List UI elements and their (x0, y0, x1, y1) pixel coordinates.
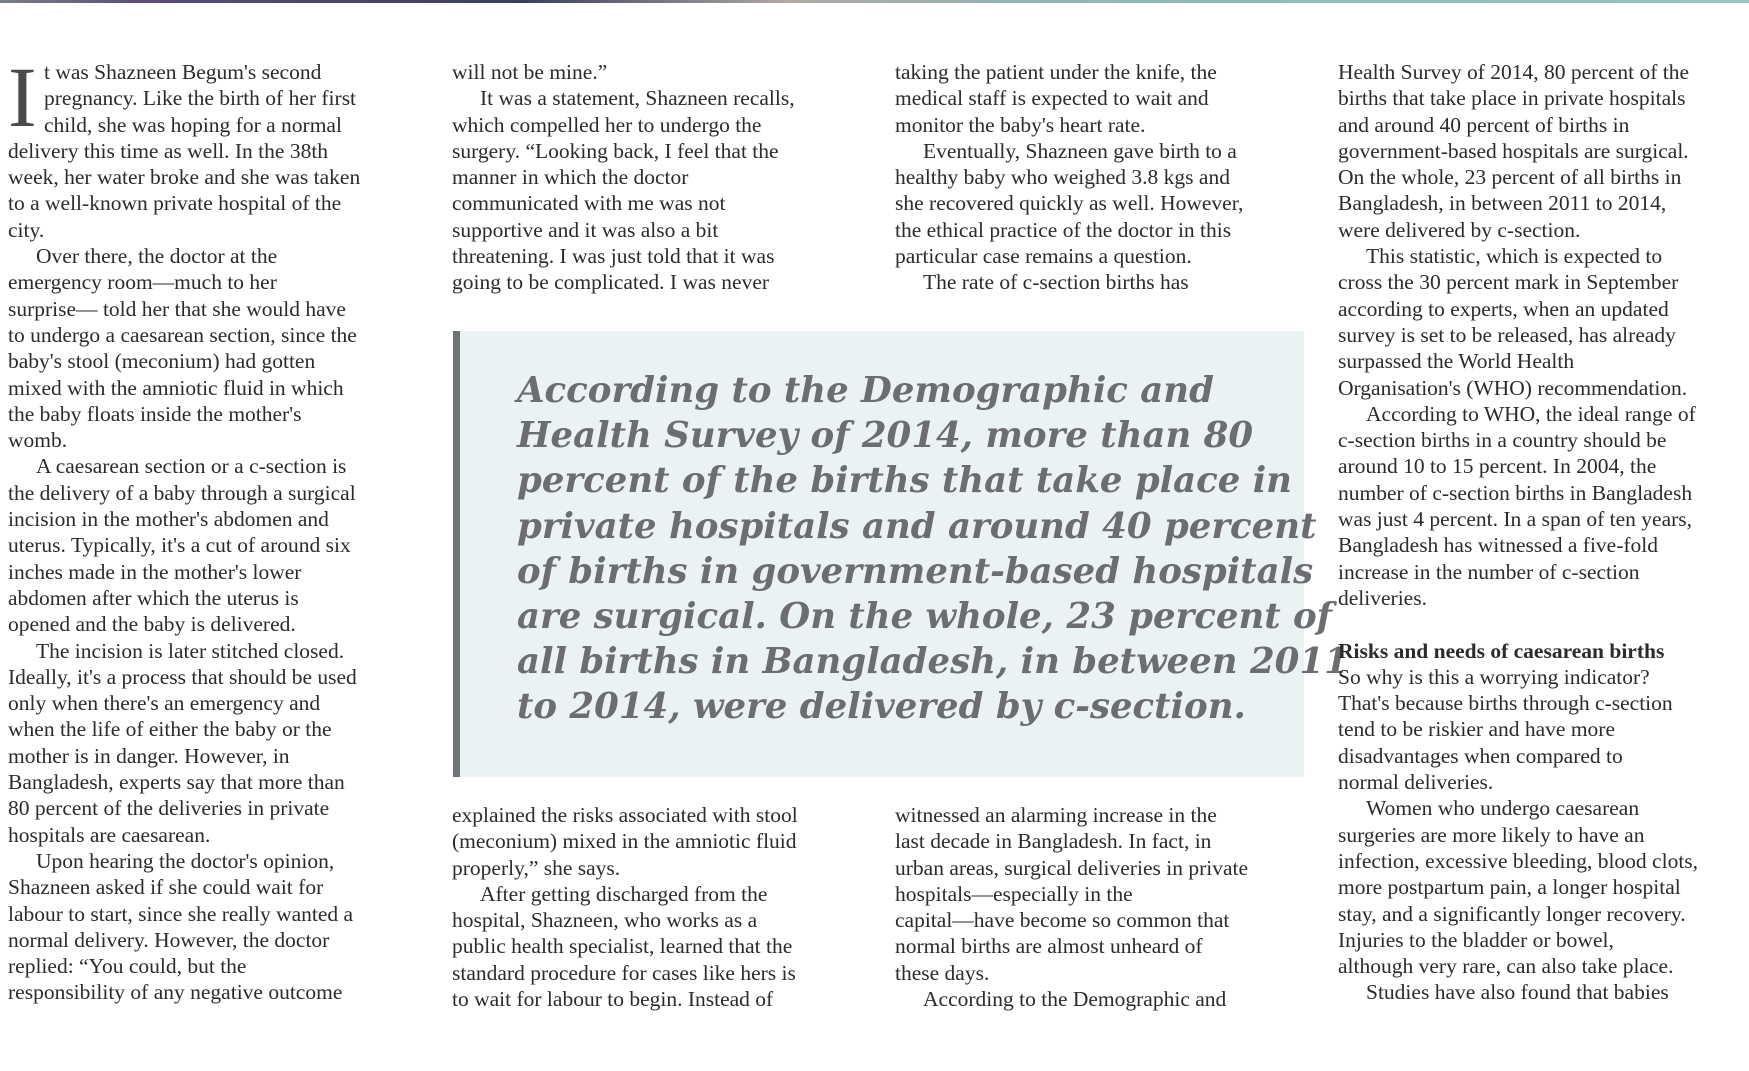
text-line: threatening. I was just told that it was (452, 244, 775, 269)
text-line: So why is this a worrying indicator? (1338, 664, 1650, 689)
text-line: On the whole, 23 percent of all births in (1338, 165, 1682, 190)
text-line: responsibility of any negative outcome (8, 980, 343, 1005)
dropcap-paragraph (8, 49, 438, 1006)
text-line: more postpartum pain, a longer hospital (1338, 875, 1681, 900)
text-line: Studies have also found that babies (1366, 980, 1669, 1005)
text-line: That's because births through c-section (1338, 691, 1673, 716)
text-line: going to be complicated. I was never (452, 270, 770, 295)
text-line: abdomen after which the uterus is (8, 585, 299, 610)
text-line: Bangladesh, experts say that more than (8, 770, 345, 795)
text-line: healthy baby who weighed 3.8 kgs and (895, 165, 1230, 190)
pull-quote-line: all births in Bangladesh, in between 2011 (517, 641, 1349, 683)
text-line: capital—have become so common that (895, 908, 1230, 933)
text-line: delivery this time as well. In the 38th (8, 138, 329, 163)
text-line: labour to start, since she really wanted a (8, 901, 354, 926)
text-line: Women who undergo caesarean (1366, 796, 1640, 821)
article-column-2-bottom (452, 802, 882, 1012)
text-line: Ideally, it's a process that should be used (8, 664, 357, 689)
text-line: womb. (8, 428, 68, 453)
text-line: survey is set to be released, has already (1338, 322, 1676, 347)
article-column-3-bottom (895, 802, 1325, 1012)
text-line: c-section births in a country should be (1338, 428, 1667, 453)
text-line: to wait for labour to begin. Instead of (452, 987, 774, 1012)
text-line: monitor the baby's heart rate. (895, 112, 1146, 137)
pull-quote-line: are surgical. On the whole, 23 percent of (517, 596, 1332, 638)
text-line: public health specialist, learned that the (452, 934, 793, 959)
text-line: last decade in Bangladesh. In fact, in (895, 829, 1212, 854)
text-line: emergency room—much to her (8, 270, 277, 295)
text-line: surgery. “Looking back, I feel that the (452, 138, 779, 163)
text-line: surpassed the World Health (1338, 349, 1575, 374)
text-line: the delivery of a baby through a surgical (8, 480, 356, 505)
text-line: hospital, Shazneen, who works as a (452, 908, 758, 933)
text-line: taking the patient under the knife, the (895, 60, 1217, 84)
drop-cap: I (8, 49, 37, 145)
text-line: urban areas, surgical deliveries in private (895, 855, 1249, 880)
text-line: Health Survey of 2014, 80 percent of the (1338, 60, 1690, 84)
pull-quote-text (517, 368, 1349, 730)
top-color-bar (0, 0, 1749, 3)
pull-quote-box (453, 331, 1349, 777)
text-line: deliveries. (1338, 585, 1427, 610)
text-line: medical staff is expected to wait and (895, 86, 1209, 111)
text-line: will not be mine.” (452, 60, 608, 84)
text-line: Eventually, Shazneen gave birth to a (923, 138, 1237, 163)
text-line: 80 percent of the deliveries in private (8, 796, 330, 821)
text-line: she recovered quickly as well. However, (895, 191, 1244, 216)
text-line: This statistic, which is expected to (1366, 244, 1663, 269)
text-line: According to the Demographic and (923, 987, 1227, 1012)
text-line: incision in the mother's abdomen and (8, 507, 329, 532)
text-line: baby's stool (meconium) had gotten (8, 349, 316, 374)
article-column-3-top (895, 59, 1325, 296)
text-line: witnessed an alarming increase in the (895, 803, 1217, 827)
text-line: pregnancy. Like the birth of her first (44, 86, 357, 111)
text-line: when the life of either the baby or the (8, 717, 332, 742)
text-line: week, her water broke and she was taken (8, 165, 361, 190)
text-line: uterus. Typically, it's a cut of around six (8, 533, 351, 558)
text-line: explained the risks associated with stool (452, 803, 798, 827)
text-line: t was Shazneen Begum's second (44, 60, 322, 84)
text-line: manner in which the doctor (452, 165, 689, 190)
text-line: tend to be riskier and have more (1338, 717, 1616, 742)
text-line: Injuries to the bladder or bowel, (1338, 927, 1614, 952)
text-line: number of c-section births in Bangladesh (1338, 480, 1693, 505)
text-line: inches made in the mother's lower (8, 559, 302, 584)
text-line: hospitals—especially in the (895, 881, 1133, 906)
section-subheading: Risks and needs of caesarean births (1338, 638, 1665, 663)
pull-quote-line: According to the Demographic and (517, 370, 1214, 411)
text-line: according to experts, when an updated (1338, 296, 1669, 321)
text-line: Shazneen asked if she could wait for (8, 875, 324, 900)
text-line: replied: “You could, but the (8, 954, 247, 979)
text-line: Upon hearing the doctor's opinion, (36, 848, 335, 873)
text-line: particular case remains a question. (895, 244, 1192, 269)
article-column-1 (8, 49, 438, 1006)
text-line: the baby floats inside the mother's (8, 401, 302, 426)
text-line: mixed with the amniotic fluid in which (8, 375, 344, 400)
pull-quote-line: percent of the births that take place in (517, 460, 1292, 502)
text-line: (meconium) mixed in the amniotic fluid (452, 829, 797, 854)
text-line: It was a statement, Shazneen recalls, (480, 86, 795, 111)
text-line: A caesarean section or a c-section is (36, 454, 347, 479)
text-line: was just 4 percent. In a span of ten years, (1338, 507, 1693, 532)
text-line: births that take place in private hospitals (1338, 86, 1686, 111)
text-line: standard procedure for cases like hers is (452, 960, 796, 985)
text-line: to undergo a caesarean section, since the (8, 322, 357, 347)
text-line: increase in the number of c-section (1338, 559, 1640, 584)
text-line: Bangladesh, in between 2011 to 2014, (1338, 191, 1667, 216)
text-line: stay, and a significantly longer recovery. (1338, 901, 1686, 926)
text-line: cross the 30 percent mark in September (1338, 270, 1679, 295)
pull-quote-line: of births in government-based hospitals (517, 550, 1314, 592)
text-line: and around 40 percent of births in (1338, 112, 1630, 137)
text-line: opened and the baby is delivered. (8, 612, 296, 637)
text-line: normal delivery. However, the doctor (8, 927, 330, 952)
text-line: child, she was hoping for a normal (44, 112, 342, 137)
text-line: to a well-known private hospital of the (8, 191, 342, 216)
pull-quote-line: to 2014, were delivered by c-section. (517, 686, 1246, 728)
text-line: only when there's an emergency and (8, 691, 321, 716)
text-line: communicated with me was not (452, 191, 726, 216)
pull-quote-line: Health Survey of 2014, more than 80 (517, 415, 1254, 457)
text-line: hospitals are caesarean. (8, 822, 211, 847)
text-line: According to WHO, the ideal range of (1366, 401, 1696, 426)
text-line: supportive and it was also a bit (452, 217, 719, 242)
text-line: around 10 to 15 percent. In 2004, the (1338, 454, 1657, 479)
text-line: infection, excessive bleeding, blood clots, (1338, 848, 1699, 873)
text-line: Organisation's (WHO) recommendation. (1338, 375, 1688, 400)
text-line: properly,” she says. (452, 855, 621, 880)
text-line: government-based hospitals are surgical. (1338, 138, 1689, 163)
text-line: surprise— told her that she would have (8, 296, 346, 321)
text-line: the ethical practice of the doctor in this (895, 217, 1232, 242)
text-line: were delivered by c-section. (1338, 217, 1581, 242)
text-line: which compelled her to undergo the (452, 112, 762, 137)
text-line: The rate of c-section births has (923, 270, 1189, 295)
text-line: Over there, the doctor at the (36, 244, 278, 269)
text-line (1338, 611, 1748, 637)
text-line: although very rare, can also take place. (1338, 954, 1674, 979)
text-line: disadvantages when compared to (1338, 743, 1623, 768)
text-line: city. (8, 217, 45, 242)
text-line: Bangladesh has witnessed a five-fold (1338, 533, 1659, 558)
text-line: The incision is later stitched closed. (36, 638, 345, 663)
pull-quote-line: private hospitals and around 40 percent (517, 505, 1317, 547)
text-line: normal births are almost unheard of (895, 934, 1203, 959)
article-column-4 (1338, 59, 1748, 1006)
text-line: these days. (895, 960, 990, 985)
text-line: mother is in danger. However, in (8, 743, 290, 768)
text-line: After getting discharged from the (480, 881, 768, 906)
text-line: normal deliveries. (1338, 770, 1494, 795)
text-line: surgeries are more likely to have an (1338, 822, 1645, 847)
article-column-2-top (452, 59, 882, 296)
